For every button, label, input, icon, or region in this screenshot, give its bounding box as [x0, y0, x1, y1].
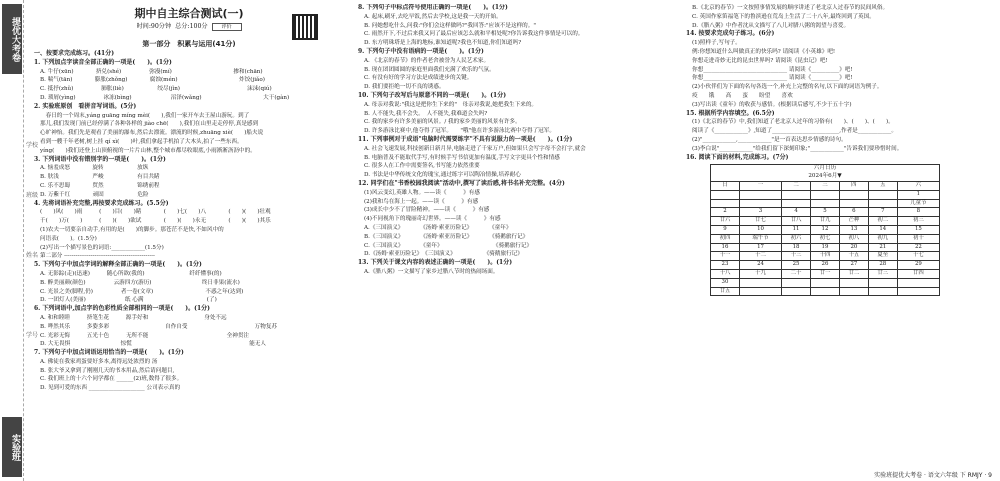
calendar-weekday: 六 — [897, 181, 939, 190]
question-line: B. 醉美丽颜(颜色) 云游四方(游历) 终日非果(流水) — [40, 279, 240, 286]
question-line: D. 见到可爱的东西 ____________________ 公司表示真的 — [40, 385, 181, 392]
calendar-cell — [739, 199, 781, 208]
total-score: 总分:100分 — [175, 23, 208, 30]
calendar-row — [711, 269, 940, 278]
calendar-cell: 17 — [739, 243, 781, 252]
calendar-cell: 初十 — [897, 234, 939, 243]
calendar-cell: 30 — [711, 278, 740, 287]
column-left — [34, 4, 344, 476]
question-line: A. 母亲对我说:"我这是把你生下来的" 母亲对我说,她把我生下来的。 — [364, 101, 538, 108]
brand-banner-bottom: 实验班 — [2, 417, 22, 477]
calendar-weekday: 一 — [739, 181, 781, 190]
calendar-cell: 25 — [782, 261, 811, 270]
calendar-cell — [782, 287, 811, 296]
calendar-cell — [839, 199, 868, 208]
question-line: 千( )万( ) ( )( )欲试 ( )( )永无 ( )( )其乐 — [40, 218, 271, 225]
question-line: B.《北京的春节》一文按照事情发展的顺序讲述了老北京人过春节的民间风俗。 — [692, 5, 889, 11]
calendar-cell: 2 — [711, 208, 740, 217]
calendar-cell: 初九 — [868, 234, 897, 243]
calendar-row — [711, 190, 940, 199]
calendar-cell: 十三 — [782, 252, 811, 261]
calendar-cell: 14 — [868, 225, 897, 234]
calendar-cell: 24 — [739, 261, 781, 270]
page-footer: 实验班提优大考卷 · 语文六年级 下 RMJY · 9 — [874, 472, 992, 479]
calendar-cell: 21 — [868, 243, 897, 252]
calendar-weekday: 日 — [711, 181, 740, 190]
calendar-cell: 十八 — [711, 269, 740, 278]
question-line: A. 社会飞速发展,科技创新日新月异,电脑走进了千家万户,但如果只会写字母不会打字,就会 — [364, 145, 586, 152]
strip-label-number: 学号 — [26, 332, 39, 339]
question-line: B. 人不能失,我不会失。 人不能失,我难道会失吗? — [364, 110, 488, 117]
question-line: A.《腊八粥》一文描写了家乡过腊八节时的热闹场面。 — [364, 268, 499, 275]
calendar-row — [711, 225, 940, 234]
part-heading: 第一部分 积累与运用(41分) — [142, 40, 236, 48]
question-line: (1)照样子,写句子。 — [692, 40, 741, 47]
question-line: (1)农夫一切要亲自动手,有用的是( )的脚步。那苍茫不是快,不如风中的 — [40, 226, 224, 233]
time-limit: 时间:90分钟 — [136, 23, 172, 30]
calendar-cell — [811, 278, 840, 287]
calendar-weekday: 四 — [839, 181, 868, 190]
calendar-cell: 廿二 — [839, 269, 868, 278]
question-line: (3)李白说"____________"给我们留下深刻印象;"____________"告诉我们要珍惜时间。 — [692, 145, 903, 152]
question-line: A. 《北京的春节》的作者老舍被誉为人民艺术家。 — [364, 57, 490, 64]
calendar-weekday: 三 — [811, 181, 840, 190]
question-line: (3)写出读《童年》的收获与感悟。(根据读后感写,不少于五十字) — [692, 101, 852, 108]
question-line: B. 喘气(tān) 膨胀(zhǒng) 腐蚀(mén) 炸饺(jiǎo) — [40, 77, 265, 84]
strip-label-school: 学校 — [26, 142, 39, 149]
calendar-cell — [897, 278, 939, 287]
calendar-cell — [868, 287, 897, 296]
question-list-right — [686, 4, 990, 162]
question-line: B.《三国演义》 《汤姆·索亚历险记》 《骑鹅旅行记》 — [364, 233, 529, 240]
calendar-cell: 初八 — [839, 234, 868, 243]
calendar-cell: 12 — [811, 225, 840, 234]
calendar-cell: 廿六 — [711, 217, 740, 226]
column-middle — [358, 4, 674, 476]
calendar-row — [711, 208, 940, 217]
question-line: B. 肤浅 严峻 有目共睹 — [40, 174, 244, 181]
calendar-cell: 10 — [739, 225, 781, 234]
question-line: 3. 下列词语中没有错别字的一项是( )。(1分) — [34, 155, 166, 163]
calendar-cell: 廿一 — [811, 269, 840, 278]
question-line: B. 电脑普及不能取代手写,有时候手写书信更加有温度,手写文字更具个性和情感 — [364, 154, 560, 161]
question-line: C. 光景之美(脚程,仍) 者一卷(文章) 不惑之年(达到) — [40, 288, 244, 295]
calendar-cell: 廿五 — [711, 287, 740, 296]
question-line: 你想______________________________ 请阅读《__________》吧! — [692, 66, 853, 73]
calendar-row — [711, 252, 940, 261]
question-line: 13. 下列关于课文内容的表述正确的一项是( )。(1分) — [358, 259, 513, 267]
question-line: D. 万紫千红 顽固 危险 — [40, 191, 244, 198]
calendar-cell: 夏至 — [868, 252, 897, 261]
calendar-row — [711, 217, 940, 226]
calendar-cell: 26 — [811, 261, 840, 270]
calendar-month: 2024年6月▼ — [808, 173, 842, 180]
calendar-cell — [811, 190, 840, 199]
calendar-cell: 9 — [711, 225, 740, 234]
question-line: C. 光彩无悔 五光十色 无所不能 全神贯注 — [40, 332, 250, 339]
calendar-cell: 十七 — [897, 252, 939, 261]
calendar-cell: 18 — [782, 243, 811, 252]
question-line: C. 英国作家笛福笔下的鲁滨逊在荒岛上生活了二十八年,最终回到了英国。 — [692, 13, 875, 20]
question-line: 春日的一个周末,yáng guāng míng mèi( ),我们一家开车去王屋山游玩。到了 — [40, 112, 250, 119]
question-line: 心旷神怡。我们先是观看了美丽的瀑布,然后去漂流。漂流的时候,zhuāng xiè( )船夫说 — [40, 130, 264, 137]
calendar-cell — [782, 199, 811, 208]
question-line: C. 很多人在工作中需要签名,书写能力依然重要 — [364, 163, 480, 170]
question-line: 4. 先将词语补充完整,再按要求完成练习。(5.5分) — [34, 199, 169, 207]
question-line: 你想走进奇妙无比的昆虫世界吗? 请阅读《昆虫记》吧! — [692, 57, 828, 64]
question-line: 9. 下列句子中没有语病的一项是( )。(1分) — [358, 47, 484, 55]
question-line: C. 乐不思蜀 贸然 锦绣前程 — [40, 182, 244, 189]
question-line: 例:你想知道什么叫做真正的快乐吗? 请阅读《小英雄》吧! — [692, 48, 836, 55]
question-line: 那儿,我们发现门前已经停满了各种各样的 jiào chē( ),我们在山里走走停停,真是感到 — [40, 121, 259, 128]
calendar-cell: 初二 — [868, 217, 897, 226]
question-line: 8. 下列句子中标点符号使用正确的一项是( )。(1分) — [358, 4, 508, 11]
question-line: B. 现在团团圆圆的家庭里面我们充满了欢乐的气氛。 — [364, 66, 495, 73]
calendar-cell: 十九 — [739, 269, 781, 278]
question-line: (1)《北京的春节》中,我们知道了老北京人过年的习俗有( )、( )、( )。 — [692, 119, 894, 126]
calendar-cell — [782, 278, 811, 287]
calendar-table — [710, 164, 940, 296]
calendar-cell — [897, 287, 939, 296]
eval-box: 评价 — [212, 23, 242, 31]
question-line: 一、按要求完成练习。(41分) — [34, 50, 115, 57]
strip-label-class: 班级 — [26, 192, 39, 199]
question-line: 疫 饿 高 蛮 盼望 喜欢 — [692, 92, 793, 99]
calendar-cell: 16 — [711, 243, 740, 252]
question-line: 问语表( )。(1.5分) — [40, 235, 97, 242]
calendar-cell: 5 — [811, 208, 840, 217]
calendar-cell: 15 — [897, 225, 939, 234]
brand-banner-top: 提优大考卷 — [2, 4, 22, 74]
calendar-cell: 芒种 — [839, 217, 868, 226]
strip-label-name: 姓名 — [26, 252, 39, 259]
calendar-cell — [839, 278, 868, 287]
calendar-cell: 20 — [839, 243, 868, 252]
question-line: (4)不同视角下的瑰丽奇幻世界。——读《 》有感 — [364, 216, 501, 223]
question-line: A. 恼羞成怒 旋转 放纵 — [40, 165, 244, 172]
question-line: (2)"____________,____________"是一首表达思乡情感的诗句。 — [692, 136, 847, 143]
question-line: A. 和和睦睦 挤笔生花 源手好和 身处不远 — [40, 314, 227, 321]
calendar-cell: 22 — [897, 243, 939, 252]
calendar-row — [711, 261, 940, 270]
question-line: D. 一团灯人(美丽) 纸 心满 (了) — [40, 297, 217, 304]
question-line: 6. 下列词语中,加点字的色彩性质全部相同的一项是( )。(1分) — [34, 305, 210, 313]
question-line: 10. 下列句子改写后与原意不同的一项是( )。(1分) — [358, 91, 507, 99]
calendar-row — [711, 199, 940, 208]
page-title: 期中自主综合测试(一) — [134, 7, 244, 20]
question-line: A. 佛徒在我家鸡蛋要好多本,离得远处浓烈的 汤 — [40, 358, 158, 365]
question-line: 7. 下列句子中加点词语运用恰当的一项是( )。(1分) — [34, 349, 184, 357]
calendar-cell: 19 — [811, 243, 840, 252]
question-line: (2)我和鸟在海上一起。——读《 》有感 — [364, 198, 479, 205]
question-line: (2)写出一个描写景色的词语:____________(1.5分) — [40, 244, 164, 251]
question-line: D. 我们要拒绝一切不良的诱惑。 — [364, 84, 445, 91]
calendar-cell — [711, 190, 740, 199]
calendar-cell: 十二 — [739, 252, 781, 261]
question-line: C. 雨然开下,不过后来我又问了最后应该怎么就和平相处呢?你告诉我这件事情是可以的。 — [364, 31, 584, 38]
question-line: 16. 阅读下面的材料,完成练习。(7分) — [686, 153, 789, 161]
question-line: 15. 根据所学内容填空。(6.5分) — [686, 109, 775, 117]
calendar-cell: 13 — [839, 225, 868, 234]
question-line: C. 我的家乡有许多美丽的风景。/ 我的家乡美丽的风景有许多。 — [364, 119, 521, 126]
calendar-weekdays — [711, 181, 940, 190]
question-line: C.《三国演义》 《童年》 《骑鹅旅行记》 — [364, 242, 533, 249]
question-line: 14. 按要求完成句子练习。(6分) — [686, 30, 775, 38]
calendar-cell — [868, 278, 897, 287]
calendar-cell — [782, 190, 811, 199]
calendar-cell: 27 — [839, 261, 868, 270]
question-line: A. 起床,刷牙,去吃早饭,然后去学校,这是我一天的开始。 — [364, 13, 502, 20]
question-line: A.《三国演义》 《汤姆·索亚历险记》 《童年》 — [364, 224, 512, 231]
question-line: (1)风云变幻,英雄人物。——读《 》有感 — [364, 189, 480, 196]
question-line: D.《腊八粥》中作者沈从文描写了八儿对腊八粥的渴望与喜爱。 — [692, 22, 850, 29]
calendar-cell: 十四 — [811, 252, 840, 261]
question-line: 阅读了《____________》,知道了________________________,作者是____________。 — [692, 128, 897, 135]
calendar-cell — [868, 199, 897, 208]
calendar-cell: 十一 — [711, 252, 740, 261]
question-line: C. 抵抒(zhǔ) 肺胀(liè) 绞尽(jǐn) 沫沫(qiú) — [40, 86, 272, 93]
calendar-cell: 儿童节 — [897, 199, 939, 208]
calendar-cell: 廿八 — [782, 217, 811, 226]
calendar-cell — [811, 199, 840, 208]
question-line: D. 东方明珠塔是上海的地标,谁知道呢?我也不知道,你们知道吗? — [364, 40, 522, 47]
question-line: B. 哗然其乐 多姿多彩 自作自受 万物复苏 — [40, 323, 278, 330]
calendar-cell — [839, 287, 868, 296]
question-line: D. 书法是中华传统文化的瑰宝,通过练字可以陶冶情操,培养耐心 — [364, 172, 521, 179]
calendar-cell: 11 — [782, 225, 811, 234]
calendar-cell: 端午节 — [739, 234, 781, 243]
calendar-cell — [739, 287, 781, 296]
calendar-cell: 初七 — [811, 234, 840, 243]
calendar-weekday: 五 — [868, 181, 897, 190]
question-line: B. 问她想吃什么,问我:"你们会这样做吗?"我回答:"应该不是这样的。" — [364, 22, 536, 29]
question-line: 1. 下列加点字读音全部正确的一项是( )。(1分) — [34, 58, 172, 66]
calendar-row — [711, 243, 940, 252]
calendar-cell: 廿七 — [739, 217, 781, 226]
calendar-cell — [711, 199, 740, 208]
question-line: 你想______________________________ 请阅读《__________》吧! — [692, 75, 853, 82]
question-line: 5. 下列句子中加点字词的解释全部正确的一项是( )。(1分) — [34, 261, 202, 269]
calendar-cell: 廿九 — [811, 217, 840, 226]
calendar-caption-text: 六月日历 — [813, 165, 837, 172]
question-line: D. 许多游泳比赛中,他夺得了冠军。 "哦"他在许多游泳比赛中夺得了冠军。 — [364, 128, 555, 135]
calendar-caption — [711, 165, 940, 182]
calendar-row — [711, 278, 940, 287]
calendar-cell: 廿三 — [868, 269, 897, 278]
question-line: ( )风( )雨 ( )目( )睹 ( )七( )八 ( )( )壮观 — [40, 209, 271, 216]
question-list-middle — [358, 4, 674, 277]
question-line: (3)成长中少不了冒险精神。——读《 》有感 — [364, 207, 490, 214]
calendar-cell: 初三 — [897, 217, 939, 226]
calendar-cell: 二十 — [782, 269, 811, 278]
question-line: (2)小伙伴们为下面的名句各选一个,补充上完整的名句,以下面的词语为例子。 — [692, 84, 883, 91]
calendar-cell — [868, 190, 897, 199]
calendar-cell — [811, 287, 840, 296]
binding-strip — [0, 0, 24, 481]
calendar-row — [711, 287, 940, 296]
question-line: D.《汤姆·索亚历险记》 《三国演义》 《骑鹅旅行记》 — [364, 251, 523, 258]
question-line: 看到一艘千年老树,树上挂 qí xì( )叶,我们拿起手机拍了大木头,拍了一些东西。 — [40, 138, 243, 145]
calendar-cell: 3 — [739, 208, 781, 217]
calendar-cell: 28 — [868, 261, 897, 270]
question-line: D. 琐屑(yìng) 冰冻(bìng) 沼泽(wǎng) 大干(gàn) — [40, 94, 290, 101]
calendar-cell — [839, 190, 868, 199]
calendar-cell: 7 — [868, 208, 897, 217]
question-line: 2. 实验班原创 看拼音写词语。(5分) — [34, 102, 137, 110]
question-line: B. 张大爷又拿到了刚刚几天的书本用品,然后请问题目, — [40, 367, 175, 374]
calendar-row — [711, 234, 940, 243]
question-line: yíng( )我们还登上山顶俯视的一片片山林,整个城市都尽收眼底,小雨淅淅沥沥中的。 — [40, 147, 256, 154]
calendar-cell: 初六 — [782, 234, 811, 243]
qr-code-icon — [292, 14, 318, 40]
column-right — [686, 4, 990, 476]
question-line: C. 有没有好的学习方法是成绩进步的关键。 — [364, 75, 473, 82]
calendar-weekday: 二 — [782, 181, 811, 190]
question-line: A. 牛仔(xūn) 挤兑(shé) 弥漫(mí) 掺和(chān) — [40, 68, 263, 75]
calendar-cell: 4 — [782, 208, 811, 217]
question-line: 12. 同学们在"书香校园我阅读"活动中,撰写了读后感,将书名补充完整。(4分) — [358, 179, 565, 187]
question-list-left — [34, 50, 344, 393]
question-line: 第二部分 ------------------------------------------------ — [40, 253, 155, 260]
question-line: C. 我们班上的十六个同学都在 ______(2)班,数得了很多。 — [40, 376, 183, 383]
question-line: D. 大无畏惧 惊慌 能无人 — [40, 341, 266, 348]
calendar-cell: 8 — [897, 208, 939, 217]
calendar-cell — [739, 278, 781, 287]
calendar-cell: 廿四 — [897, 269, 939, 278]
calendar-cell: 6 — [839, 208, 868, 217]
question-line: A. 无影踪(走)(迅速) 随心所欲(我的) 纤纤懂事(的) — [40, 270, 222, 277]
calendar-cell: 1 — [897, 190, 939, 199]
calendar-cell: 29 — [897, 261, 939, 270]
calendar-cell: 十五 — [839, 252, 868, 261]
question-line: 11. 下列事例对于成语"电脑时代需要练字"不具有说服力的一项是( )。(1分) — [358, 135, 573, 143]
calendar-cell: 初四 — [711, 234, 740, 243]
calendar-cell — [739, 190, 781, 199]
calendar-cell: 23 — [711, 261, 740, 270]
